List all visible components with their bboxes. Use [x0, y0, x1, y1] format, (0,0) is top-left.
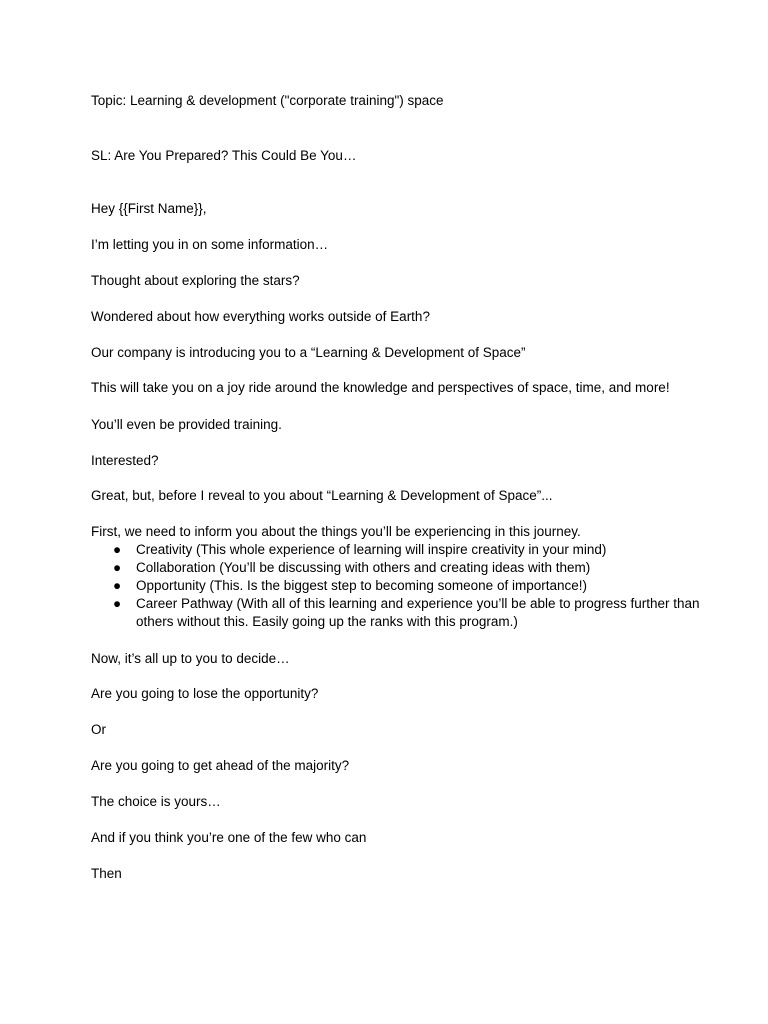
bullet-icon: ● [113, 578, 122, 593]
paragraph-8: Great, but, before I reveal to you about “Learning & Development of Space”... [91, 488, 553, 503]
greeting: Hey {{First Name}}, [91, 201, 207, 216]
paragraph-1: I’m letting you in on some information… [91, 237, 329, 252]
list-item [91, 559, 716, 577]
topic-line: Topic: Learning & development ("corporate training") space [91, 93, 444, 108]
paragraph-5: This will take you on a joy ride around the knowledge and perspectives of space, time, and more! [91, 380, 670, 395]
paragraph-12: Or [91, 722, 106, 737]
list-item [91, 541, 716, 559]
bullet-icon: ● [113, 596, 122, 611]
bullet-icon: ● [113, 542, 122, 557]
paragraph-14: The choice is yours… [91, 794, 221, 809]
subject-line: SL: Are You Prepared? This Could Be You… [91, 148, 357, 163]
paragraph-16: Then [91, 866, 122, 881]
paragraph-4: Our company is introducing you to a “Learning & Development of Space” [91, 345, 526, 360]
paragraph-3: Wondered about how everything works outside of Earth? [91, 309, 430, 324]
bullet-icon: ● [113, 560, 122, 575]
paragraph-2: Thought about exploring the stars? [91, 273, 300, 288]
paragraph-6: You’ll even be provided training. [91, 417, 282, 432]
paragraph-10: Now, it’s all up to you to decide… [91, 651, 290, 666]
list-item-text: Creativity (This whole experience of learning will inspire creativity in your mind) [136, 542, 607, 557]
paragraph-15: And if you think you’re one of the few who can [91, 830, 367, 845]
list-item [91, 595, 716, 631]
bullet-list [91, 541, 716, 631]
paragraph-7: Interested? [91, 453, 159, 468]
list-item-text: Collaboration (You’ll be discussing with others and creating ideas with them) [136, 560, 591, 575]
list-item [91, 577, 716, 595]
paragraph-9: First, we need to inform you about the things you’ll be experiencing in this journey. [91, 524, 581, 539]
list-item-text: Career Pathway (With all of this learning and experience you’ll be able to progress further than others without this. Easily going up the ranks with this program.) [136, 596, 700, 629]
paragraph-11: Are you going to lose the opportunity? [91, 686, 319, 701]
paragraph-13: Are you going to get ahead of the majority? [91, 758, 350, 773]
list-item-text: Opportunity (This. Is the biggest step to becoming someone of importance!) [136, 578, 587, 593]
